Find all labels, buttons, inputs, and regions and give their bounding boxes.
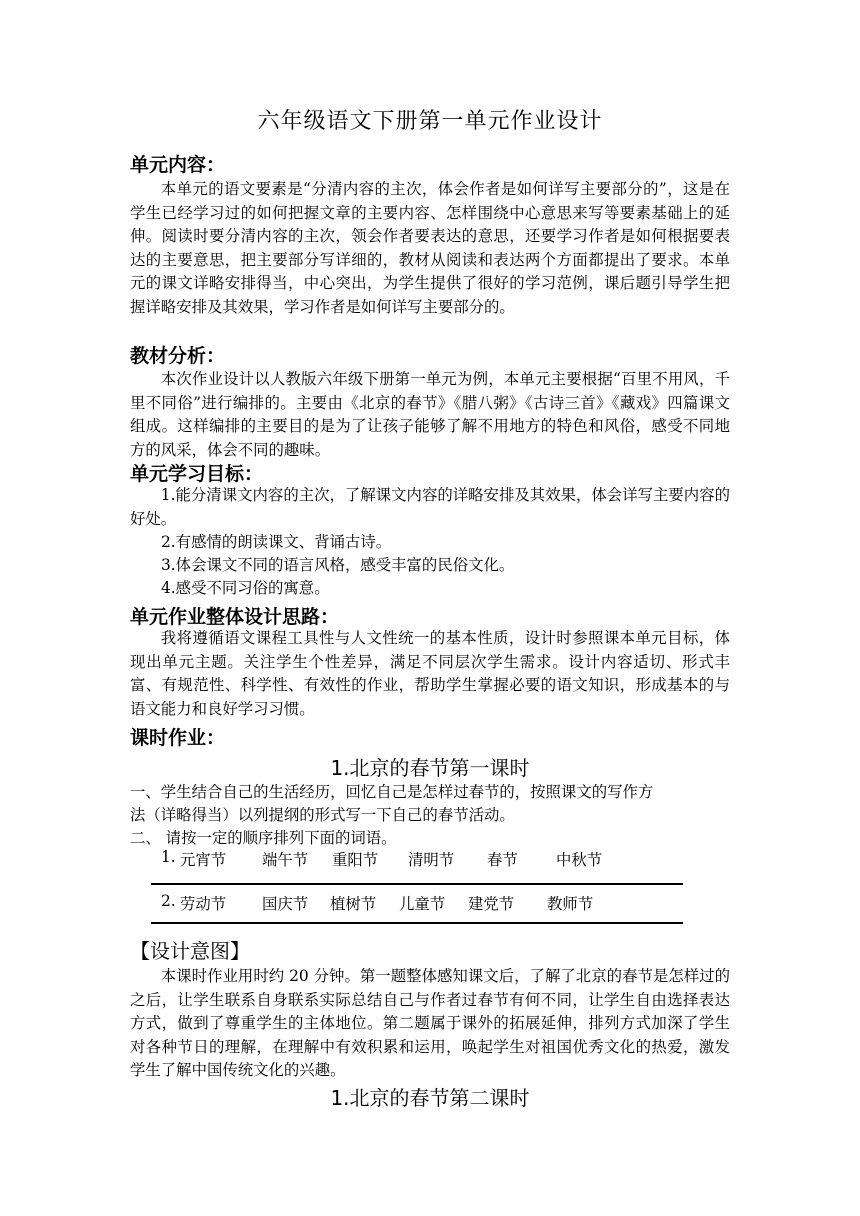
group1-word: 端午节 xyxy=(262,851,309,869)
goal-item-4: 4.感受不同习俗的寓意。 xyxy=(161,579,330,597)
group1-word: 中秋节 xyxy=(556,851,603,869)
group1-word: 元宵节 xyxy=(180,851,227,869)
group2-word: 劳动节 xyxy=(180,895,227,913)
goal-item-2: 2.有感情的朗读课文、背诵古诗。 xyxy=(161,533,392,551)
goal-item-1: 1.能分清课文内容的主次，了解课文内容的详略安排及其效果，体会详写主要内容的好处。 xyxy=(130,486,730,528)
task2-instruction: 二、 请按一定的顺序排列下面的词语。 xyxy=(130,829,397,847)
group2-word: 国庆节 xyxy=(262,895,309,913)
task1-line1: 一、学生结合自己的生活经历，回忆自己是怎样过春节的，按照课文的写作方 xyxy=(130,783,654,801)
task1-line2: 法（详略得当）以列提纲的形式写一下自己的春节活动。 xyxy=(130,806,515,824)
heading-textbook-analysis: 教材分析： xyxy=(130,345,226,367)
group1-word: 重阳节 xyxy=(332,851,379,869)
document-title: 六年级语文下册第一单元作业设计 xyxy=(257,109,603,134)
heading-design-idea: 单元作业整体设计思路： xyxy=(130,606,340,628)
group2-word: 建党节 xyxy=(468,895,515,913)
heading-unit-content: 单元内容： xyxy=(130,154,226,176)
group2-word: 植树节 xyxy=(330,895,377,913)
heading-design-intent: 【设计意图】 xyxy=(130,939,250,963)
group1-word: 清明节 xyxy=(408,851,455,869)
lesson1-title: 1.北京的春节第一课时 xyxy=(330,756,530,780)
group2-label: 2. xyxy=(161,892,176,910)
heading-goals: 单元学习目标： xyxy=(130,463,264,485)
group2-word: 教师节 xyxy=(547,895,594,913)
group1-word: 春节 xyxy=(487,851,518,869)
heading-homework: 课时作业： xyxy=(130,727,226,749)
goal-item-3: 3.体会课文不同的语言风格，感受丰富的民俗文化。 xyxy=(161,556,515,574)
lesson2-title: 1.北京的春节第二课时 xyxy=(330,1086,530,1110)
answer-line-2[interactable] xyxy=(151,922,683,924)
paragraph-unit-content: 本单元的语文要素是“分清内容的主次，体会作者是如何详写主要部分的”，这是在学生已经学习过的如何把握文章的主要内容、怎样围绕中心意思来写等要素基础上的延伸。阅读时要分清内容的主次，领会作者要表达的意思，还要学习作者是如何根据要表达的主要意思，把主要部分写详细的，教材从阅读和表达两个方面都提出了要求。本单元的课文详略安排得当，中心突出，为学生提供了很好的学习范例，课后题引导学生把握详略安排及其效果，学习作者是如何详写主要部分的。 xyxy=(130,180,730,316)
paragraph-textbook-analysis: 本次作业设计以人教版六年级下册第一单元为例，本单元主要根据“百里不用风，千里不同俗”进行编排的。主要由《北京的春节》《腊八粥》《古诗三首》《藏戏》四篇课文组成。这样编排的主要目的是为了让孩子能够了解不用地方的特色和风俗，感受不同地方的风采，体会不同的趣味。 xyxy=(130,370,730,459)
group2-word: 儿童节 xyxy=(399,895,446,913)
group1-label: 1. xyxy=(161,848,176,866)
paragraph-design-intent: 本课时作业用时约 20 分钟。第一题整体感知课文后，了解了北京的春节是怎样过的之后，让学生联系自身联系实际总结自己与作者过春节有何不同，让学生自由选择表达方式，做到了尊重学生的主体地位。第二题属于课外的拓展延伸，排列方式加深了学生对各种节日的理解，在理解中有效积累和运用，唤起学生对祖国优秀文化的热爱，激发学生了解中国传统文化的兴趣。 xyxy=(130,967,730,1080)
answer-line-1[interactable] xyxy=(151,883,683,885)
paragraph-design-idea: 我将遵循语文课程工具性与人文性统一的基本性质，设计时参照课本单元目标，体现出单元主题。关注学生个性差异，满足不同层次学生需求。设计内容适切、形式丰富、有规范性、科学性、有效性的作业，帮助学生掌握必要的语文知识，形成基本的与语文能力和良好学习习惯。 xyxy=(130,629,730,718)
